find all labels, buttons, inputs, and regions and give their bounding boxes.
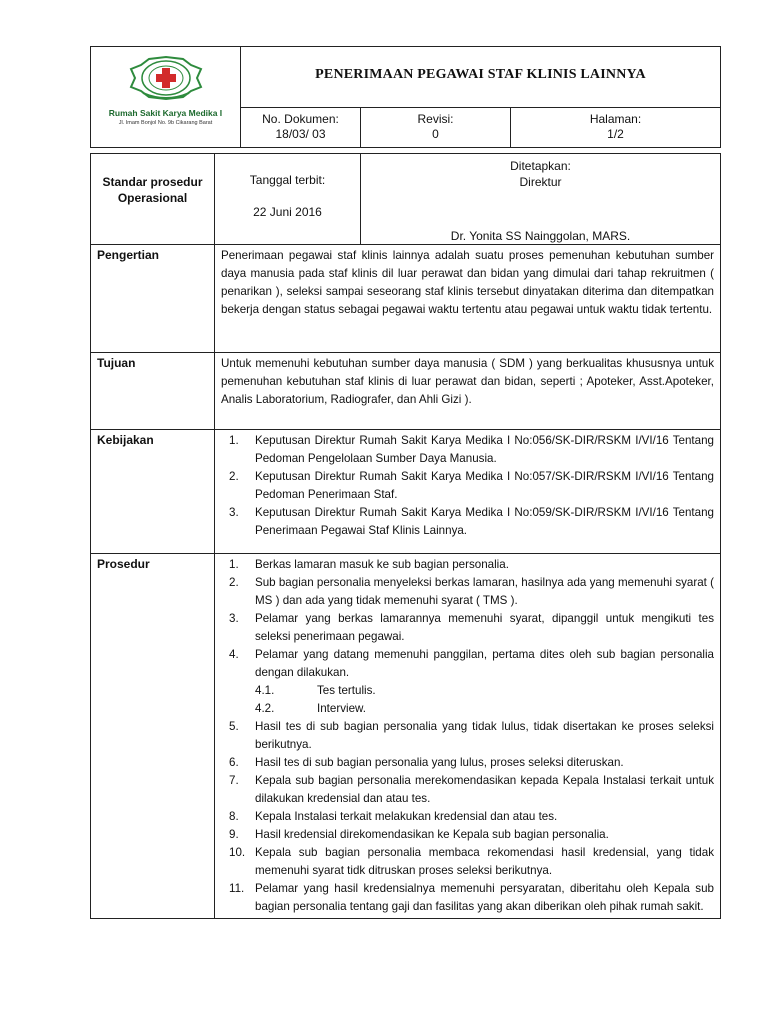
- list-item-number: 10.: [229, 846, 246, 859]
- list-item-text: Keputusan Direktur Rumah Sakit Karya Medika I No:059/SK-DIR/RSKM I/VI/16 Tentang Penerimaan Pegawai Staf Klinis Lainnya.: [255, 506, 714, 537]
- hospital-logo-icon: [129, 55, 203, 101]
- list-item-number: 2.: [229, 470, 239, 483]
- list-item-number: 4.2.: [255, 702, 275, 715]
- list-item: [221, 844, 714, 880]
- prosedur-content: [215, 554, 721, 919]
- list-item: [221, 826, 714, 844]
- document-title: PENERIMAAN PEGAWAI STAF KLINIS LAINNYA: [241, 47, 721, 108]
- hospital-name: Rumah Sakit Karya Medika I: [108, 108, 223, 118]
- list-item: [221, 718, 714, 754]
- list-item-text: Kepala Instalasi terkait melakukan kredensial dan atau tes.: [255, 810, 558, 823]
- ditetapkan-label: Ditetapkan:: [510, 159, 571, 173]
- halaman-cell: [511, 108, 721, 148]
- list-item-text: Kepala sub bagian personalia membaca rekomendasi hasil kredensial, yang tidak memenuhi syarat tidk ditruskan proses seleksi berikutnya.: [255, 846, 714, 877]
- list-item: [221, 880, 714, 916]
- list-item-text: Kepala sub bagian personalia merekomendasikan kepada Kepala Instalasi terkait untuk dilakukan kredensial dan atau tes.: [255, 774, 714, 805]
- kebijakan-list: [221, 432, 714, 540]
- list-item-text: Pelamar yang berkas lamarannya memenuhi syarat, dipanggil untuk mengikuti tes seleksi penerimaan pegawai.: [255, 612, 714, 643]
- tanggal-terbit-label: Tanggal terbit:: [249, 173, 326, 187]
- prosedur-label: Prosedur: [91, 554, 215, 919]
- pengertian-label: Pengertian: [91, 245, 215, 353]
- list-item-number: 7.: [229, 774, 239, 787]
- tanggal-terbit-value: 22 Juni 2016: [253, 205, 322, 219]
- list-item-text: Pelamar yang hasil kredensialnya memenuhi persyaratan, diberitahu oleh Kepala sub bagian personalia tentang gaji dan fasilitas yang akan diberikan oleh pihak rumah sakit.: [255, 882, 714, 913]
- list-item-text: Pelamar yang datang memenuhi panggilan, pertama dites oleh sub bagian personalia dengan dilakukan.: [255, 648, 714, 679]
- list-item-text: Sub bagian personalia menyeleksi berkas lamaran, hasilnya ada yang memenuhi syarat ( MS ) dan ada yang tidak memenuhi syarat ( TMS ).: [255, 576, 714, 607]
- prosedur-list: [221, 556, 714, 916]
- sop-label-line2: Operasional: [117, 191, 188, 205]
- kebijakan-label: Kebijakan: [91, 430, 215, 554]
- list-item-text: Hasil kredensial direkomendasikan ke Kepala sub bagian personalia.: [255, 828, 609, 841]
- hospital-logo-cell: [91, 47, 241, 148]
- list-item-number: 8.: [229, 810, 239, 823]
- list-item: [221, 432, 714, 468]
- list-item: [221, 610, 714, 646]
- revisi-label: Revisi:: [417, 112, 454, 126]
- list-item: [221, 574, 714, 610]
- tujuan-text: Untuk memenuhi kebutuhan sumber daya manusia ( SDM ) yang berkualitas khususnya untuk pemenuhan kebutuhan staf klinis di luar perawat dan bidan, seperti ; Apoteker, Asst.Apoteker, Analis Laboratorium, Radiografer, dan Ahli Gizi ).: [215, 353, 721, 430]
- list-item-number: 4.1.: [255, 684, 275, 697]
- hospital-address: Jl. Imam Bonjol No. 9b Cikarang Barat: [118, 120, 213, 126]
- list-item-number: 1.: [229, 434, 239, 447]
- list-item: [221, 468, 714, 504]
- halaman-value: 1/2: [607, 127, 624, 141]
- list-item-number: 9.: [229, 828, 239, 841]
- list-item: [221, 556, 714, 574]
- tanggal-terbit-cell: [215, 154, 361, 245]
- list-item-text: Tes tertulis.: [317, 684, 376, 697]
- ditetapkan-cell: [361, 154, 721, 245]
- list-item-text: Hasil tes di sub bagian personalia yang tidak lulus, tidak disertakan ke proses seleksi berikutnya.: [255, 720, 714, 751]
- list-item-text: Keputusan Direktur Rumah Sakit Karya Medika I No:056/SK-DIR/RSKM I/VI/16 Tentang Pedoman Pengelolaan Sumber Daya Manusia.: [255, 434, 714, 465]
- list-item-number: 4.: [229, 648, 239, 661]
- list-item-number: 3.: [229, 506, 239, 519]
- ditetapkan-role: Direktur: [519, 175, 562, 189]
- list-item-text: Berkas lamaran masuk ke sub bagian personalia.: [255, 558, 509, 571]
- sop-document: [90, 46, 720, 919]
- list-item: [221, 754, 714, 772]
- list-item-text: Interview.: [317, 702, 366, 715]
- no-dokumen-label: No. Dokumen:: [262, 112, 339, 126]
- list-item-text: Keputusan Direktur Rumah Sakit Karya Medika I No:057/SK-DIR/RSKM I/VI/16 Tentang Pedoman Penerimaan Staf.: [255, 470, 714, 501]
- kebijakan-content: [215, 430, 721, 554]
- list-item-text: Hasil tes di sub bagian personalia yang lulus, proses seleksi diteruskan.: [255, 756, 624, 769]
- sop-label-line1: Standar prosedur: [102, 175, 203, 189]
- sop-label-cell: [91, 154, 215, 245]
- list-item-number: 6.: [229, 756, 239, 769]
- pengertian-text: Penerimaan pegawai staf klinis lainnya adalah suatu proses pemenuhan kebutuhan sumber daya manusia pada staf klinis dil luar perawat dan bidan yang dimulai dari tahap rekruitmen ( penarikan ), seleksi sampai seseorang staf klinis tersebut dinyatakan diterima dan ditempatkan bekerja dengan status sebagai pegawai waktu tertentu atau pegawai untuk waktu tidak tertentu.: [215, 245, 721, 353]
- no-dokumen-value: 18/03/ 03: [275, 127, 326, 141]
- revisi-value: 0: [432, 127, 439, 141]
- revisi-cell: [361, 108, 511, 148]
- ditetapkan-name: Dr. Yonita SS Nainggolan, MARS.: [450, 229, 631, 243]
- list-item-number: 11.: [229, 882, 245, 895]
- list-item: [221, 504, 714, 540]
- list-item-number: 3.: [229, 612, 239, 625]
- list-item: [221, 646, 714, 682]
- list-item: [221, 772, 714, 808]
- list-item-number: 5.: [229, 720, 239, 733]
- document-header: [90, 46, 721, 148]
- tujuan-label: Tujuan: [91, 353, 215, 430]
- halaman-label: Halaman:: [589, 112, 642, 126]
- list-item: [221, 808, 714, 826]
- no-dokumen-cell: [241, 108, 361, 148]
- sub-list-item: [221, 682, 714, 700]
- list-item-number: 2.: [229, 576, 239, 589]
- document-body: [90, 153, 721, 919]
- list-item-number: 1.: [229, 558, 239, 571]
- sub-list-item: [221, 700, 714, 718]
